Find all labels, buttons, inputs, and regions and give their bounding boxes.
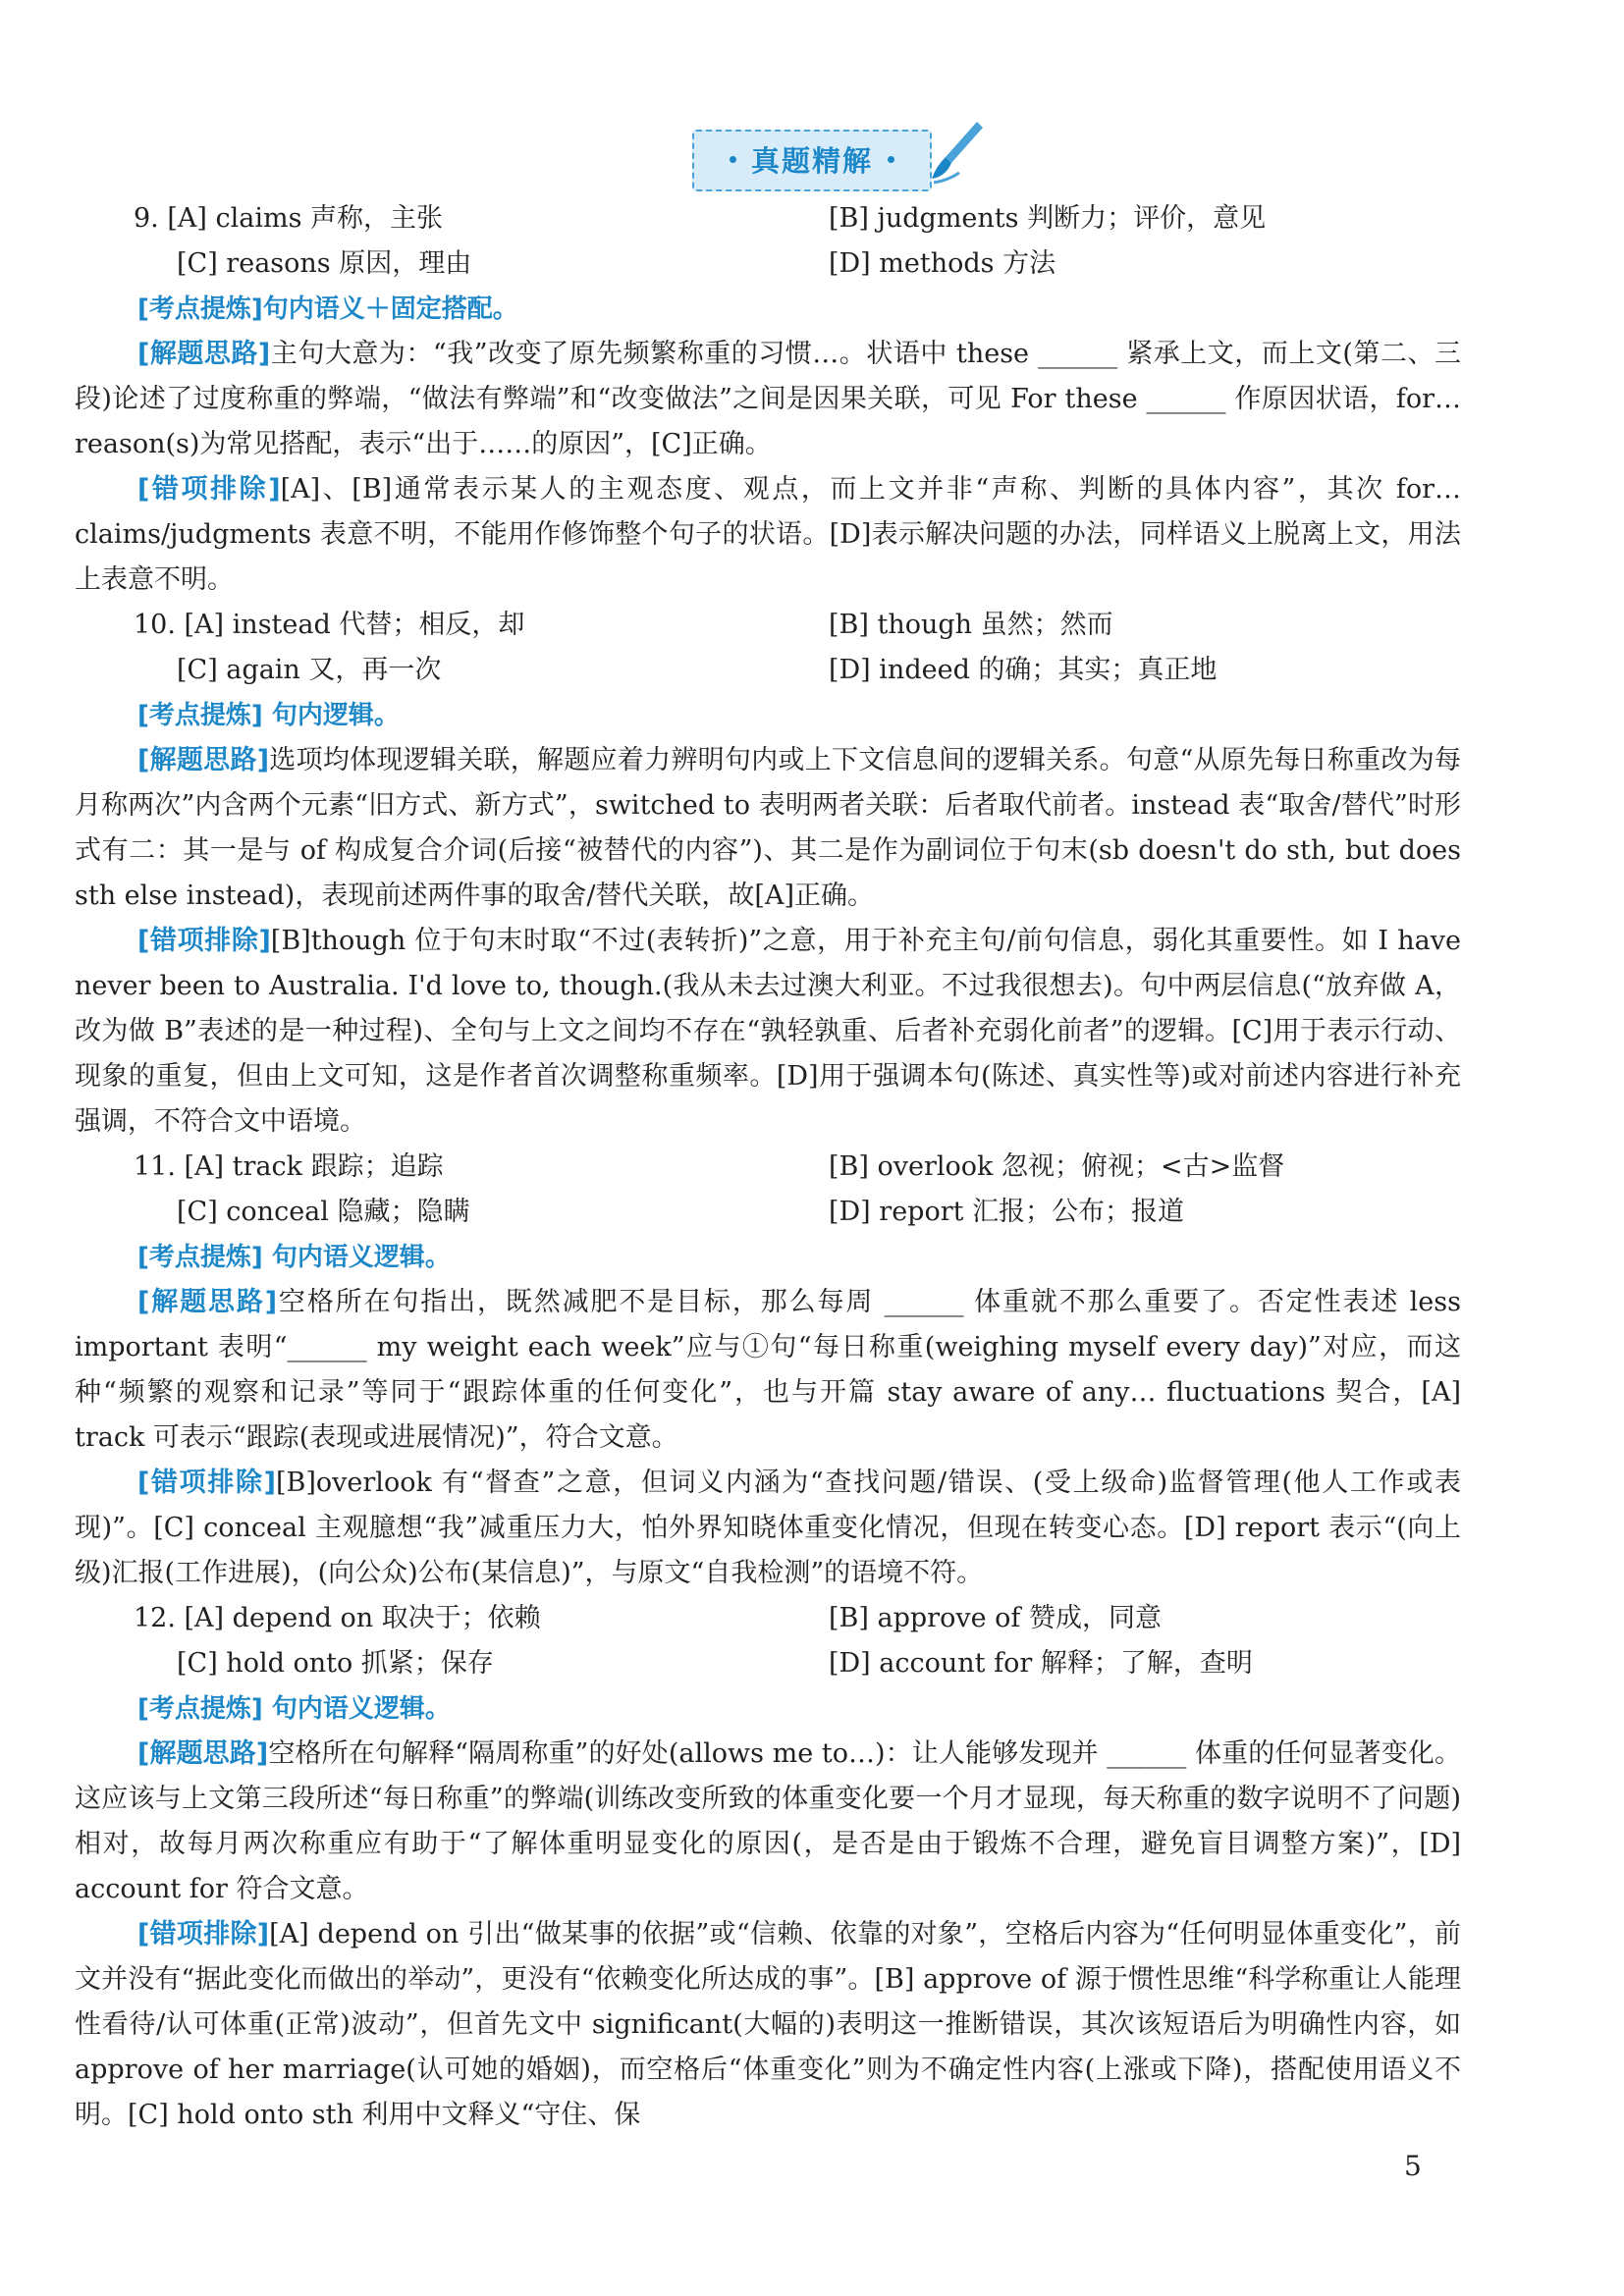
cuoxiang-label: [错项排除] — [137, 474, 281, 505]
jieti-text: 选项均体现逻辑关联，解题应着力辨明句内或上下文信息间的逻辑关系。句意“从原先每日称重改为每月称两次”内含两个元素“旧方式、新方式”，switched to 表明两者关联：后者取代前者。instead 表“取舍/替代”时形式有二：其一是与 of 构成复合介词(后接“被替代的内容”)、其二是作为副词位于句末(sb doesn't do sth, but does sth else instead)，表现前述两件事的取舍/替代关联，故[A]正确。 — [75, 745, 1461, 911]
option-b: [B] judgments 判断力；评价，意见 — [829, 203, 1267, 234]
kaodian-label: [考点提炼] 句内语义逻辑。 — [137, 1694, 451, 1724]
jieti-paragraph — [75, 1732, 1461, 1912]
cuoxiang-label: [错项排除] — [137, 1919, 270, 1949]
option-c: [C] reasons 原因，理由 — [177, 248, 472, 279]
jieti-label: [解题思路] — [137, 745, 270, 775]
cuoxiang-paragraph — [75, 1461, 1461, 1596]
cuoxiang-paragraph — [75, 467, 1461, 603]
jieti-text: 空格所在句指出，既然减肥不是目标，那么每周 ______ 体重就不那么重要了。否定性表述 less important 表明“______ my weight each week”应与①句“每日称重(weighing myself every day)”对应，而这种“频繁的观察和记录”等同于“跟踪体重的任何变化”，也与开篇 stay aware of any… fluctuations 契合，[A] track 可表示“跟踪(表现或进展情况)”，符合文意。 — [75, 1287, 1461, 1453]
option-d: [D] account for 解释；了解，查明 — [829, 1648, 1253, 1679]
jieti-paragraph — [75, 738, 1461, 919]
option-d: [D] methods 方法 — [829, 248, 1056, 279]
jieti-text: 主句大意为：“我”改变了原先频繁称重的习惯…。状语中 these ______ 紧承上文，而上文(第二、三段)论述了过度称重的弊端，“做法有弊端”和“改变做法”之间是因果关联，可见 For these ______ 作原因状语，for… reason(s)为常见搭配，表示“出于……的原因”，[C]正确。 — [75, 339, 1461, 459]
section-header — [0, 130, 1624, 191]
cuoxiang-paragraph — [75, 1912, 1461, 2138]
kaodian-label: [考点提炼] 句内逻辑。 — [137, 701, 400, 730]
cuoxiang-text: [A] depend on 引出“做某事的依据”或“信赖、依靠的对象”，空格后内容为“任何明显体重变化”，前文并没有“据此变化而做出的举动”，更没有“依赖变化所达成的事”。[B] approve of 源于惯性思维“科学称重让人能理性看待/认可体重(正常)波动”，但首先文中 significant(大幅的)表明这一推断错误，其次该短语后为明确性内容，如 approve of her marriage(认可她的婚姻)，而空格后“体重变化”则为不确定性内容(上涨或下降)，搭配使用语义不明。[C] hold onto sth 利用中文释义“守住、保 — [75, 1919, 1461, 2130]
option-d: [D] indeed 的确；其实；真正地 — [829, 655, 1218, 685]
q12-options — [75, 1596, 1461, 1686]
option-a: 9. [A] claims 声称，主张 — [134, 203, 444, 234]
option-d: [D] report 汇报；公布；报道 — [829, 1197, 1185, 1227]
option-a: 11. [A] track 跟踪；追踪 — [134, 1151, 444, 1182]
q10-options — [75, 603, 1461, 693]
page-number: 5 — [1404, 2150, 1422, 2182]
option-b: [B] approve of 赞成，同意 — [829, 1603, 1162, 1633]
jieti-text: 空格所在句解释“隔周称重”的好处(allows me to…)：让人能够发现并 ______ 体重的任何显著变化。这应该与上文第三段所述“每日称重”的弊端(训练改变所致的体重变化要一个月才显现，每天称重的数字说明不了问题)相对，故每月两次称重应有助于“了解体重明显变化的原因(，是否是由于锻炼不合理，避免盲目调整方案)”，[D] account for 符合文意。 — [75, 1738, 1462, 1904]
jieti-label: [解题思路] — [137, 1738, 269, 1769]
cuoxiang-text: [B]though 位于句末时取“不过(表转折)”之意，用于补充主句/前句信息，弱化其重要性。如 I have never been to Australia. I'd love to, though.(我从未去过澳大利亚。不过我很想去)。句中两层信息(“放弃做 A，改为做 B”表述的是一种过程)、全句与上文之间均不存在“孰轻孰重、后者补充弱化前者”的逻辑。[C]用于表示行动、现象的重复，但由上文可知，这是作者首次调整称重频率。[D]用于强调本句(陈述、真实性等)或对前述内容进行补充强调，不符合文中语境。 — [75, 926, 1461, 1137]
cuoxiang-text: [A]、[B]通常表示某人的主观态度、观点，而上文并非“声称、判断的具体内容”，其次 for… claims/judgments 表意不明，不能用作修饰整个句子的状语。[D]表示解决问题的办法，同样语义上脱离上文，用法上表意不明。 — [75, 474, 1461, 595]
jieti-label: [解题思路] — [137, 1287, 278, 1317]
kaodian-label: [考点提炼]句内语义＋固定搭配。 — [137, 294, 518, 324]
section-title: 真题精解 — [750, 144, 873, 178]
answer-explanations — [75, 196, 1461, 2138]
jieti-label: [解题思路] — [137, 339, 271, 369]
option-c: [C] conceal 隐藏；隐瞒 — [177, 1197, 470, 1227]
bullet-dot-icon — [730, 156, 736, 163]
paintbrush-icon — [928, 118, 987, 187]
option-b: [B] though 虽然；然而 — [829, 610, 1113, 640]
option-a: 12. [A] depend on 取决于；依赖 — [134, 1603, 541, 1633]
jieti-paragraph — [75, 1280, 1461, 1461]
jieti-paragraph — [75, 332, 1461, 467]
cuoxiang-text: [B]overlook 有“督查”之意，但词义内涵为“查找问题/错误、(受上级命)监督管理(他人工作或表现)”。[C] conceal 主观臆想“我”减重压力大，怕外界知晓体重变化情况，但现在转变心态。[D] report 表示“(向上级)汇报(工作进展)，(向公众)公布(某信息)”，与原文“自我检测”的语境不符。 — [75, 1468, 1461, 1588]
option-c: [C] again 又，再一次 — [177, 655, 442, 685]
cuoxiang-paragraph — [75, 919, 1461, 1145]
q9-options — [75, 196, 1461, 287]
option-a: 10. [A] instead 代替；相反，却 — [134, 610, 525, 640]
bullet-dot-icon — [888, 156, 894, 163]
option-c: [C] hold onto 抓紧；保存 — [177, 1648, 494, 1679]
cuoxiang-label: [错项排除] — [137, 926, 271, 956]
option-b: [B] overlook 忽视；俯视；<古>监督 — [829, 1151, 1285, 1182]
kaodian-label: [考点提炼] 句内语义逻辑。 — [137, 1243, 451, 1272]
cuoxiang-label: [错项排除] — [137, 1468, 276, 1498]
q11-options — [75, 1145, 1461, 1235]
section-header-box — [692, 130, 932, 191]
